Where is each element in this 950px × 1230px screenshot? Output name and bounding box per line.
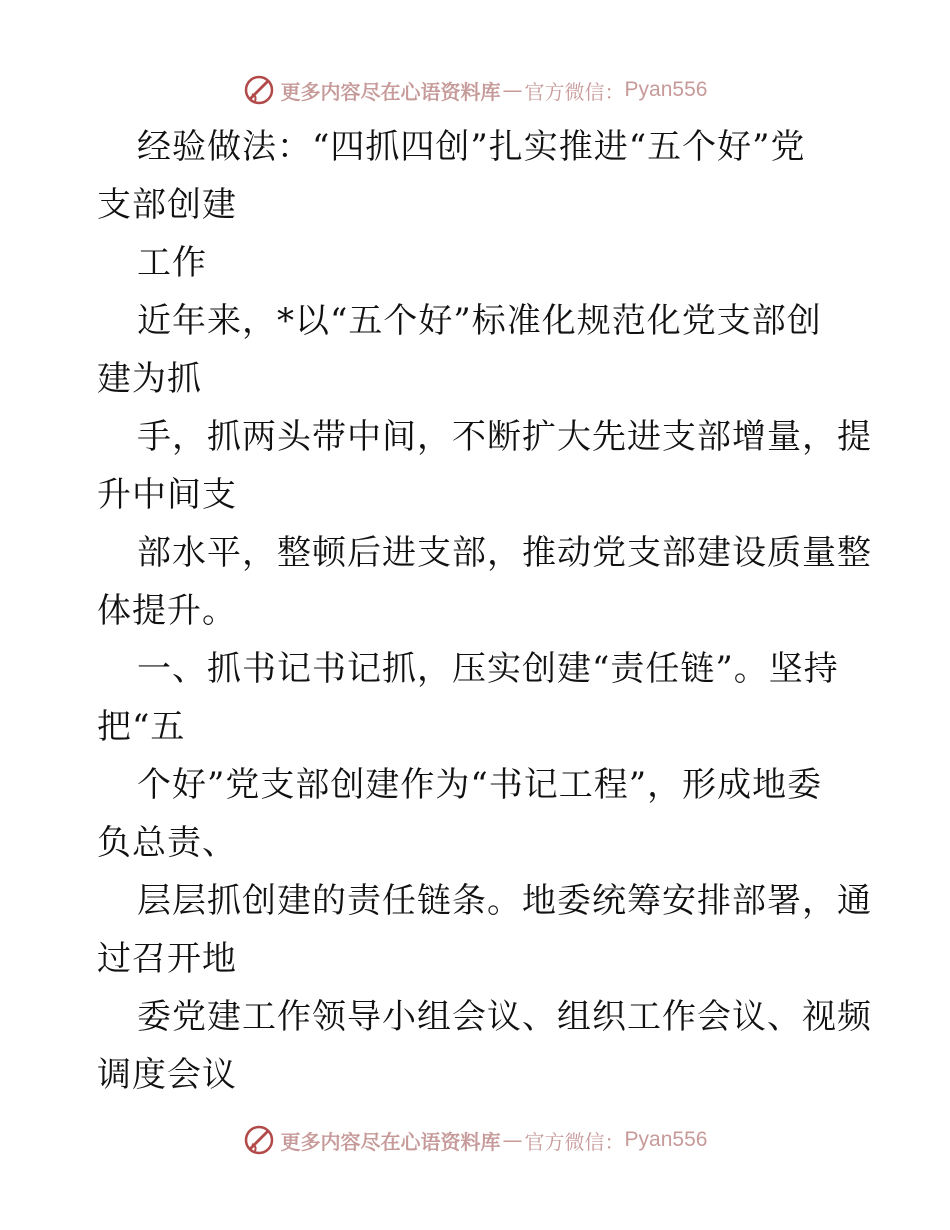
text-line: 层层抓创建的责任链条。地委统筹安排部署，通 (137, 881, 872, 921)
watermark-sub-text: 官方微信： (524, 79, 625, 104)
pen-logo-icon (243, 74, 275, 106)
text-line: 过召开地 (97, 939, 237, 979)
text-line: 体提升。 (97, 591, 237, 631)
watermark-dash: — (502, 1128, 523, 1152)
text-line: 支部创建 (97, 185, 237, 225)
pen-logo-icon (243, 1124, 275, 1156)
text-line: 部水平，整顿后进支部，推动党支部建设质量整 (137, 533, 872, 573)
text-line: 个好”党支部创建作为“书记工程”，形成地委 (137, 765, 823, 805)
text-line: 一、抓书记书记抓，压实创建“责任链”。坚持 (137, 649, 839, 689)
watermark-sub-text: 官方微信： (524, 1129, 625, 1154)
watermark-dash: — (502, 78, 523, 102)
document-body (97, 118, 872, 1104)
text-line: 调度会议 (97, 1055, 237, 1095)
watermark-wechat-id: Pyan556 (624, 1128, 708, 1151)
watermark-main-text: 更多内容尽在心语资料库 (280, 1129, 501, 1154)
text-line: 负总责、 (97, 823, 237, 863)
text-line: 手，抓两头带中间，不断扩大先进支部增量，提 (137, 417, 872, 457)
header-watermark (0, 72, 950, 108)
text-line: 工作 (137, 243, 207, 283)
text-line: 经验做法：“四抓四创”扎实推进“五个好”党 (137, 127, 806, 167)
text-line: 把“五 (97, 707, 186, 747)
watermark-wechat-id: Pyan556 (624, 78, 708, 101)
text-line: 升中间支 (97, 475, 237, 515)
footer-watermark (0, 1122, 950, 1158)
text-line: 建为抓 (97, 359, 202, 399)
text-line: 近年来，*以“五个好”标准化规范化党支部创 (137, 301, 822, 341)
watermark-main-text: 更多内容尽在心语资料库 (280, 79, 501, 104)
text-line: 委党建工作领导小组会议、组织工作会议、视频 (137, 997, 872, 1037)
